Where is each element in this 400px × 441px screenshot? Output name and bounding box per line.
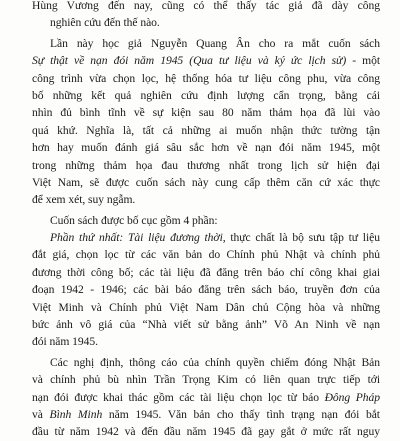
text-line bbox=[32, 139, 380, 156]
text-segment: Việt Minh và Chính phủ Việt Nam Dân chủ Cộng hòa và những bbox=[32, 300, 380, 314]
text-segment: nhìn đủ bình tĩnh về sự kiện sau 80 năm thảm họa đã lùi vào bbox=[32, 106, 380, 120]
text-segment: thực chất là bộ sưu tập tư liệu bbox=[225, 231, 380, 245]
text-line bbox=[32, 87, 380, 104]
text-line bbox=[32, 264, 380, 281]
text-segment: để xem xét, suy ngẫm. bbox=[32, 193, 136, 207]
italic-text: Sự thật về nạn đói năm 1945 (Qua tư liệu và ký ức lịch sử) bbox=[32, 54, 347, 68]
text-line bbox=[32, 122, 380, 139]
text-segment: Việt Nam, sẽ được cuốn sách này cung cấp thêm căn cứ xác thực bbox=[32, 175, 380, 189]
text-segment: bố những kết quả nghiên cứu định lượng cẩn trọng, bằng cái bbox=[32, 88, 380, 102]
text-segment: đắt giá, chọn lọc từ các văn bản do Chính phủ Nhật và chính phủ bbox=[32, 248, 380, 262]
text-segment: bức ảnh vô giá của “Nhà viết sử bằng ảnh” Võ An Ninh về nạn bbox=[32, 318, 380, 332]
text-segment: quá khứ. Nghĩa là, tất cả những ai muốn nhận thức tường tận bbox=[32, 123, 380, 137]
text-line bbox=[32, 299, 380, 316]
text-segment: nghiên cứu đến thế nào. bbox=[50, 16, 160, 30]
text-line bbox=[32, 14, 380, 31]
text-line bbox=[32, 35, 380, 52]
text-segment: trong những thảm họa đau thương nhất trong lịch sử hiện đại bbox=[32, 158, 380, 172]
text-segment: Cuốn sách được bố cục gồm 4 phần: bbox=[50, 213, 218, 227]
text-line bbox=[32, 104, 380, 121]
text-line bbox=[32, 423, 380, 440]
text-line bbox=[32, 281, 380, 298]
text-segment: và bbox=[32, 407, 50, 421]
text-line bbox=[32, 316, 380, 333]
body-text bbox=[32, 0, 380, 441]
text-line bbox=[32, 229, 380, 246]
text-line bbox=[32, 333, 380, 350]
text-line bbox=[32, 0, 380, 14]
text-segment: hơn hay muốn đánh giá sâu sắc hơn về nạn đói năm 1945, một bbox=[32, 141, 380, 155]
italic-text: Bình Minh bbox=[49, 407, 103, 421]
text-line bbox=[32, 246, 380, 263]
text-segment: Hùng Vương đến nay, cũng có thể thấy tác giả đã dày công bbox=[32, 0, 380, 12]
text-line bbox=[32, 191, 380, 208]
text-segment: đói năm 1945. bbox=[32, 335, 99, 349]
text-line bbox=[32, 212, 380, 229]
text-segment: Lần này học giả Nguyễn Quang Ân cho ra mắt cuốn sách bbox=[50, 36, 380, 50]
text-line bbox=[32, 52, 380, 69]
text-line bbox=[32, 354, 380, 371]
text-line bbox=[32, 70, 380, 87]
text-segment: đương thời công bố; các tài liệu đã đăng trên báo chí công khai giai bbox=[32, 265, 380, 279]
text-segment: và chính phủ bù nhìn Trần Trọng Kim có liên quan trực tiếp tới bbox=[32, 373, 380, 387]
text-segment: công trình vừa chọn lọc, hệ thống hóa tư liệu công phu, vừa công bbox=[32, 71, 380, 85]
text-line bbox=[32, 371, 380, 388]
text-line bbox=[32, 389, 380, 406]
text-segment: nạn đói được khai thác gồm các tài liệu chọn lọc từ báo bbox=[32, 390, 325, 404]
text-segment: - một bbox=[346, 54, 380, 68]
text-line bbox=[32, 406, 380, 423]
text-line bbox=[32, 174, 380, 191]
text-segment: Các nghị định, thông cáo của chính quyền chiếm đóng Nhật Bản bbox=[50, 355, 380, 369]
italic-text: Đông Pháp bbox=[324, 390, 380, 404]
italic-text: Phần thứ nhất: Tài liệu đương thời, bbox=[50, 231, 226, 245]
text-segment: năm 1945. Văn bản cho thấy tình trạng nạn đói bắt bbox=[102, 407, 380, 421]
text-segment: đầu từ năm 1942 và đến đầu năm 1945 đã gay gắt ở mức rất nguy bbox=[32, 425, 380, 439]
text-segment: đoạn 1942 - 1946; các bài báo đăng trên sách báo, truyền đơn của bbox=[32, 283, 380, 297]
text-line bbox=[32, 157, 380, 174]
